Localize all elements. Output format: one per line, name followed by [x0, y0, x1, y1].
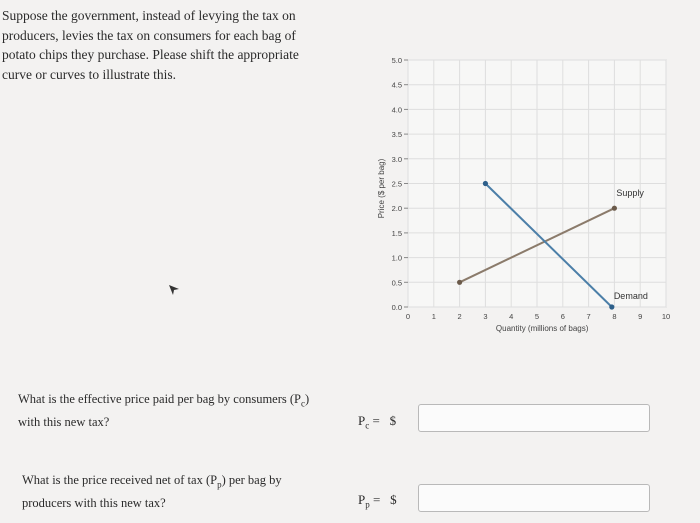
producer-price-input[interactable] [418, 484, 650, 512]
x-tick-label: 1 [431, 312, 436, 321]
y-tick-label: 3.5 [391, 130, 402, 140]
y-tick-label: 5.0 [391, 56, 402, 65]
y-tick-label: 2.0 [391, 204, 402, 214]
x-tick-label: 8 [612, 312, 617, 321]
demand-point [483, 181, 488, 186]
y-tick-label: 4.0 [391, 105, 402, 115]
x-tick-label: 2 [457, 312, 462, 321]
x-tick-label: 0 [405, 312, 411, 321]
y-tick-label: 4.5 [391, 80, 402, 90]
y-axis-label: Price ($ per bag) [377, 158, 386, 219]
x-tick-label: 4 [509, 312, 514, 321]
pp-label: $P_p$ = $ [358, 492, 397, 510]
y-tick-label: 0.5 [391, 278, 402, 288]
mouse-cursor-icon [167, 283, 181, 297]
supply-label: Supply [616, 188, 644, 199]
x-tick-label: 6 [560, 312, 565, 321]
x-tick-label: 10 [661, 312, 671, 321]
x-tick-label: 3 [483, 312, 488, 321]
x-tick-label: 7 [586, 312, 591, 321]
demand-label: Demand [613, 291, 648, 301]
y-tick-label: 1.5 [391, 228, 402, 238]
x-tick-label: 9 [638, 312, 643, 321]
x-tick-label: 5 [534, 312, 540, 321]
demand-point [609, 304, 614, 309]
question-producer-price: What is the price received net of tax $(P_p)$ per bag by producers with this new tax? [22, 473, 282, 510]
consumer-price-input[interactable] [418, 404, 650, 432]
x-axis-label: Quantity (millions of bags) [495, 324, 589, 333]
y-tick-label: 0.0 [391, 303, 402, 312]
pc-label: $P_c$ = $ [358, 413, 397, 431]
supply-point [457, 280, 462, 285]
question-consumer-price: What is the effective price paid per bag by consumers $(P_c)$ with this new tax? [18, 392, 310, 429]
y-tick-label: 2.5 [391, 179, 402, 189]
y-tick-label: 3.0 [391, 154, 402, 164]
y-tick-label: 1.0 [391, 253, 402, 263]
supply-point [612, 206, 617, 211]
question-prompt: Suppose the government, instead of levying the tax on producers, levies the tax on consumers for each bag of potato chips they purchase. Please shift the appropriate curve or curves to illustrate this. [2, 8, 299, 82]
